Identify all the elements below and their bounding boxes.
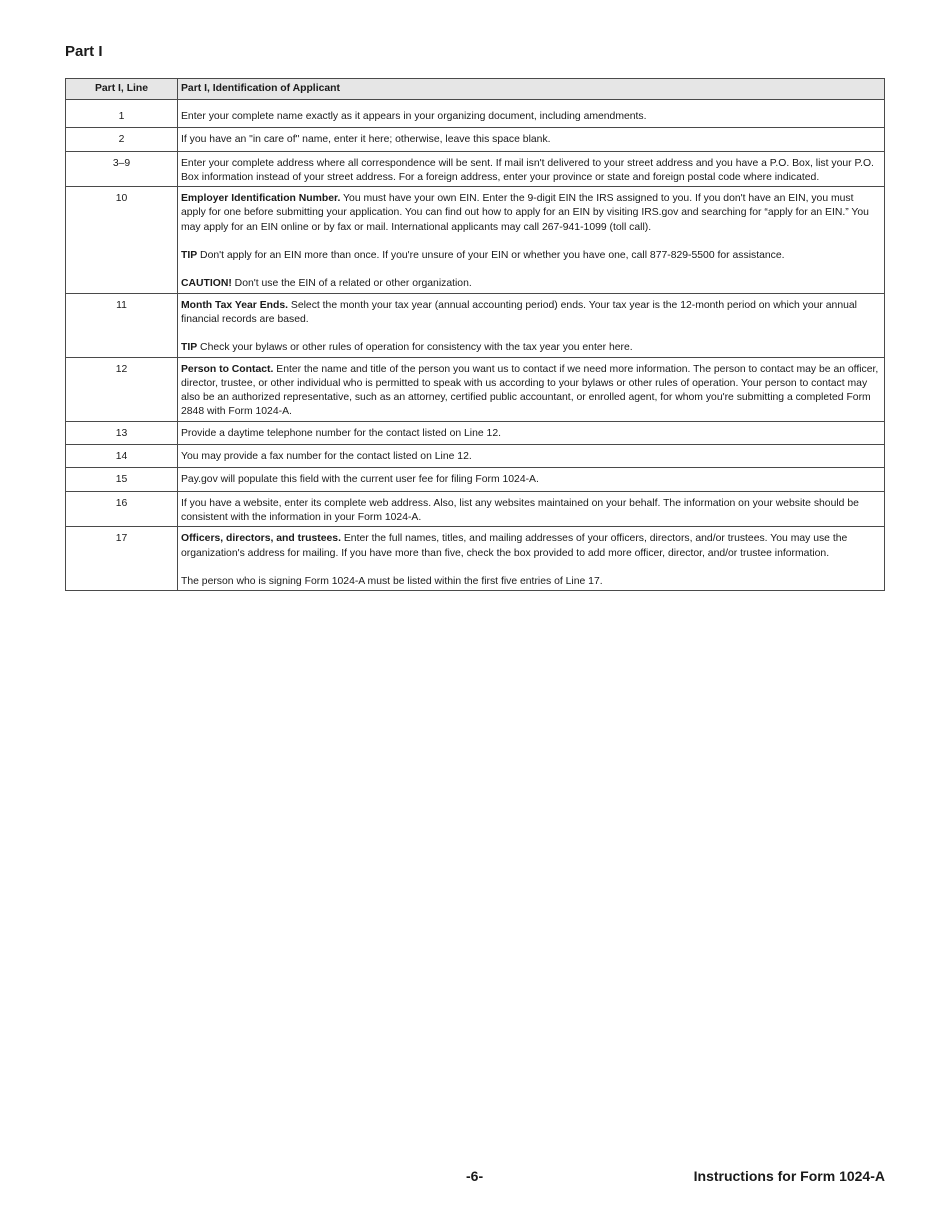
instruction-paragraph xyxy=(181,299,881,328)
paragraph-body-text: Don't apply for an EIN more than once. If you're unsure of your EIN or whether you have one, call 877-829-5500 for assistance. xyxy=(197,250,785,262)
paragraph-body-text: Enter your complete address where all correspondence will be sent. If mail isn't delivered to your street address and you have a P.O. Box, list your P.O. Box information instead of your street address. For a foreign address, enter your province or state and foreign postal code where indicated. xyxy=(181,157,874,183)
instruction-paragraph xyxy=(181,157,881,186)
instruction-paragraph xyxy=(181,341,881,355)
column-header-line: Part I, Line xyxy=(66,79,178,100)
instruction-paragraph xyxy=(181,532,881,561)
paragraph-lead-text: Month Tax Year Ends. xyxy=(181,299,289,311)
line-number-cell: 10 xyxy=(66,187,178,293)
table-row xyxy=(66,357,885,421)
instruction-paragraph xyxy=(181,192,881,235)
line-number-cell: 15 xyxy=(66,468,178,491)
instruction-paragraph xyxy=(181,450,881,464)
paragraph-body-text: Check your bylaws or other rules of operation for consistency with the tax year you enter here. xyxy=(197,342,633,354)
instructions-table xyxy=(65,78,885,591)
paragraph-body-text: Provide a daytime telephone number for the contact listed on Line 12. xyxy=(181,427,501,439)
instruction-paragraph xyxy=(181,497,881,526)
table-row xyxy=(66,445,885,468)
table-row xyxy=(66,527,885,591)
line-number-cell: 13 xyxy=(66,421,178,444)
description-cell xyxy=(178,491,885,527)
instruction-paragraph xyxy=(181,575,881,589)
paragraph-lead-text: TIP xyxy=(181,342,198,354)
instruction-paragraph xyxy=(181,249,881,263)
paragraph-body-text: The person who is signing Form 1024-A must be listed within the first five entries of Line 17. xyxy=(181,575,603,587)
line-number-cell: 1 xyxy=(66,100,178,128)
description-cell xyxy=(178,151,885,187)
instruction-paragraph xyxy=(181,133,881,147)
description-cell xyxy=(178,128,885,151)
instruction-paragraph xyxy=(181,427,881,441)
paragraph-body-text: You must have your own EIN. Enter the 9-digit EIN the IRS assigned to you. If you don't have an EIN, you must apply for one before submitting your application. You can find out how to apply for an EIN by visiting IRS.gov and searching for “apply for an EIN.” You may apply for an EIN online or by fax or mail. International applicants may call 267-941-1099 (toll call). xyxy=(181,193,869,233)
description-cell xyxy=(178,293,885,357)
paragraph-lead-text: Officers, directors, and trustees. xyxy=(181,533,341,545)
instruction-paragraph xyxy=(181,110,881,124)
line-number-cell: 11 xyxy=(66,293,178,357)
table-row xyxy=(66,100,885,128)
paragraph-body-text: If you have a website, enter its complete web address. Also, list any websites maintained on your behalf. The information on your website should be consistent with the information in your Form 1024-A. xyxy=(181,497,859,523)
paragraph-body-text: You may provide a fax number for the contact listed on Line 12. xyxy=(181,451,472,463)
description-cell xyxy=(178,187,885,293)
line-number-cell: 17 xyxy=(66,527,178,591)
description-cell xyxy=(178,445,885,468)
description-cell xyxy=(178,468,885,491)
table-row xyxy=(66,421,885,444)
footer-title: Instructions for Form 1024-A xyxy=(693,1168,885,1184)
paragraph-body-text: Select the month your tax year (annual accounting period) ends. Your tax year is the 12-month period on which your annual financial records are based. xyxy=(181,299,857,325)
part-heading: Part I xyxy=(65,43,103,60)
instruction-paragraph xyxy=(181,363,881,420)
paragraph-lead-text: CAUTION! xyxy=(181,278,232,290)
paragraph-lead-text: Employer Identification Number. xyxy=(181,193,341,205)
paragraph-body-text: If you have an "in care of" name, enter it here; otherwise, leave this space blank. xyxy=(181,134,551,146)
table-body xyxy=(66,100,885,591)
table-row xyxy=(66,128,885,151)
paragraph-body-text: Enter your complete name exactly as it appears in your organizing document, including amendments. xyxy=(181,111,647,122)
description-cell xyxy=(178,421,885,444)
table-row xyxy=(66,151,885,187)
paragraph-body-text: Don't use the EIN of a related or other organization. xyxy=(231,278,472,290)
description-cell xyxy=(178,527,885,591)
description-cell xyxy=(178,357,885,421)
line-number-cell: 2 xyxy=(66,128,178,151)
table-row xyxy=(66,293,885,357)
column-header-description: Part I, Identification of Applicant xyxy=(178,79,885,100)
instruction-paragraph xyxy=(181,277,881,291)
paragraph-body-text: Enter the name and title of the person you want us to contact if we need more information. The person to contact may be an officer, director, trustee, or other individual who is permitted to speak with us according to your bylaws or other rules of operation. Your person to contact may also be an authorized representative, such as an attorney, certified public accountant, or enrolled agent, for whom you're submitting a completed Form 2848 with Form 1024-A. xyxy=(181,363,879,418)
line-number-cell: 12 xyxy=(66,357,178,421)
paragraph-body-text: Enter the full names, titles, and mailing addresses of your officers, directors, and/or trustees. You may use the organization's address for mailing. If you have more than five, check the box provided to add more officer, director, and/or trustee information. xyxy=(181,533,848,559)
table-header-row xyxy=(66,79,885,100)
line-number-cell: 3–9 xyxy=(66,151,178,187)
table-row xyxy=(66,468,885,491)
table-row xyxy=(66,187,885,293)
paragraph-lead-text: TIP xyxy=(181,250,198,262)
line-number-cell: 16 xyxy=(66,491,178,527)
instruction-paragraph xyxy=(181,473,881,487)
paragraph-lead-text: Person to Contact. xyxy=(181,363,274,375)
paragraph-body-text: Pay.gov will populate this field with the current user fee for filing Form 1024-A. xyxy=(181,474,539,486)
description-cell xyxy=(178,100,885,128)
line-number-cell: 14 xyxy=(66,445,178,468)
page-number: -6- xyxy=(466,1168,484,1184)
table-row xyxy=(66,491,885,527)
